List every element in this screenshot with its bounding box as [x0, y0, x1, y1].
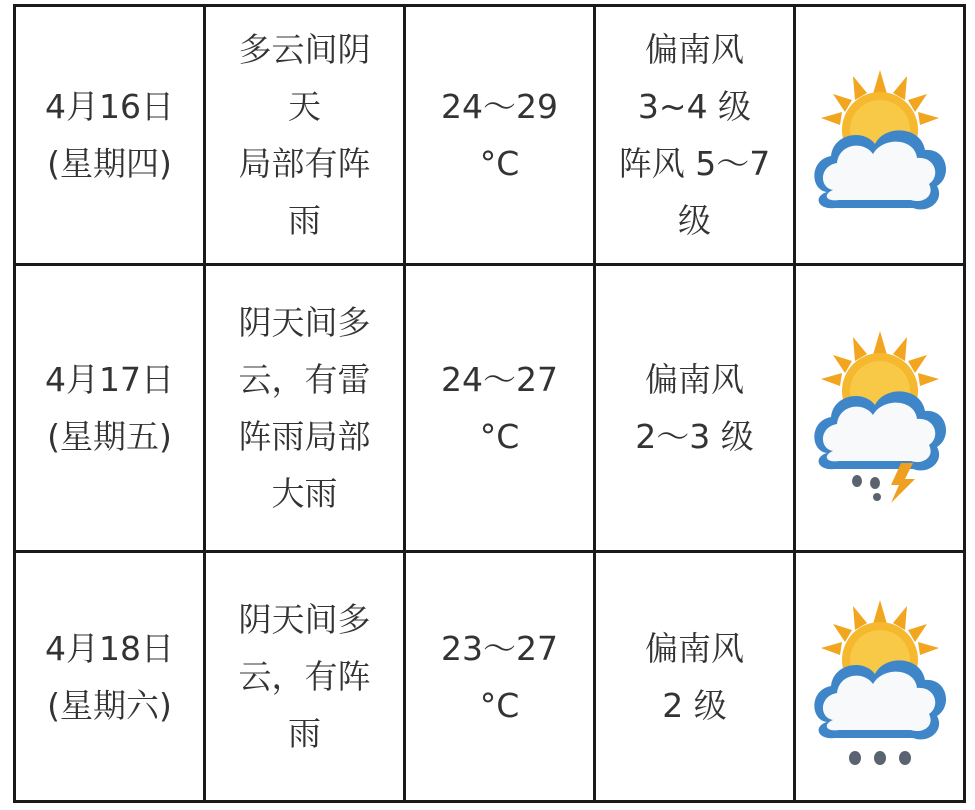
weather-cell	[205, 552, 405, 802]
date-cell	[15, 552, 205, 802]
weather-text: 多云间阴	[238, 30, 371, 69]
icon-cell	[795, 6, 965, 265]
thunderstorm-icon	[805, 313, 955, 503]
wind-text: 3~4 级	[637, 87, 752, 126]
date-cell	[15, 265, 205, 552]
wind-cell	[595, 552, 795, 802]
partly-cloudy-icon	[805, 40, 955, 230]
rain-shower-icon	[805, 582, 955, 772]
weather-text: 阴天间多	[238, 303, 371, 342]
temperature-cell	[405, 265, 595, 552]
weekday-text: (星期四)	[47, 144, 172, 183]
temperature-range: 24～27	[441, 360, 558, 399]
weather-text: 雨	[288, 201, 321, 240]
weather-text: 雨	[288, 714, 321, 753]
date-text: 4月18日	[45, 628, 174, 668]
temperature-range: 24～29	[441, 87, 558, 126]
weekday-text: (星期五)	[47, 417, 172, 456]
weather-text: 大雨	[271, 474, 338, 513]
wind-text: 阵风 5～7	[618, 144, 771, 183]
wind-text: 2～3 级	[635, 417, 754, 456]
wind-text: 偏南风	[645, 628, 744, 668]
icon-cell	[795, 265, 965, 552]
icon-cell	[795, 552, 965, 802]
weather-text: 阴天间多	[238, 600, 371, 639]
weather-text: 云，有雷	[238, 360, 371, 399]
temperature-cell	[405, 552, 595, 802]
weather-text: 阵雨局部	[238, 417, 371, 456]
wind-text: 级	[678, 201, 711, 240]
temperature-unit: °C	[479, 144, 520, 183]
table-row	[15, 552, 965, 802]
date-text: 4月17日	[45, 360, 174, 399]
wind-cell	[595, 6, 795, 265]
date-text: 4月16日	[45, 87, 174, 126]
weather-cell	[205, 6, 405, 265]
weather-text: 局部有阵	[238, 144, 371, 183]
wind-text: 偏南风	[645, 30, 744, 69]
forecast-table	[13, 4, 966, 803]
temperature-unit: °C	[479, 417, 520, 456]
wind-cell	[595, 265, 795, 552]
date-cell	[15, 6, 205, 265]
table-row	[15, 6, 965, 265]
temperature-unit: °C	[479, 685, 520, 725]
weather-text: 天	[288, 87, 321, 126]
weather-text: 云，有阵	[238, 657, 371, 696]
temperature-range: 23～27	[441, 628, 558, 668]
wind-text: 2 级	[662, 685, 727, 725]
weekday-text: (星期六)	[47, 685, 172, 725]
wind-text: 偏南风	[645, 360, 744, 399]
temperature-cell	[405, 6, 595, 265]
table-row	[15, 265, 965, 552]
weather-cell	[205, 265, 405, 552]
